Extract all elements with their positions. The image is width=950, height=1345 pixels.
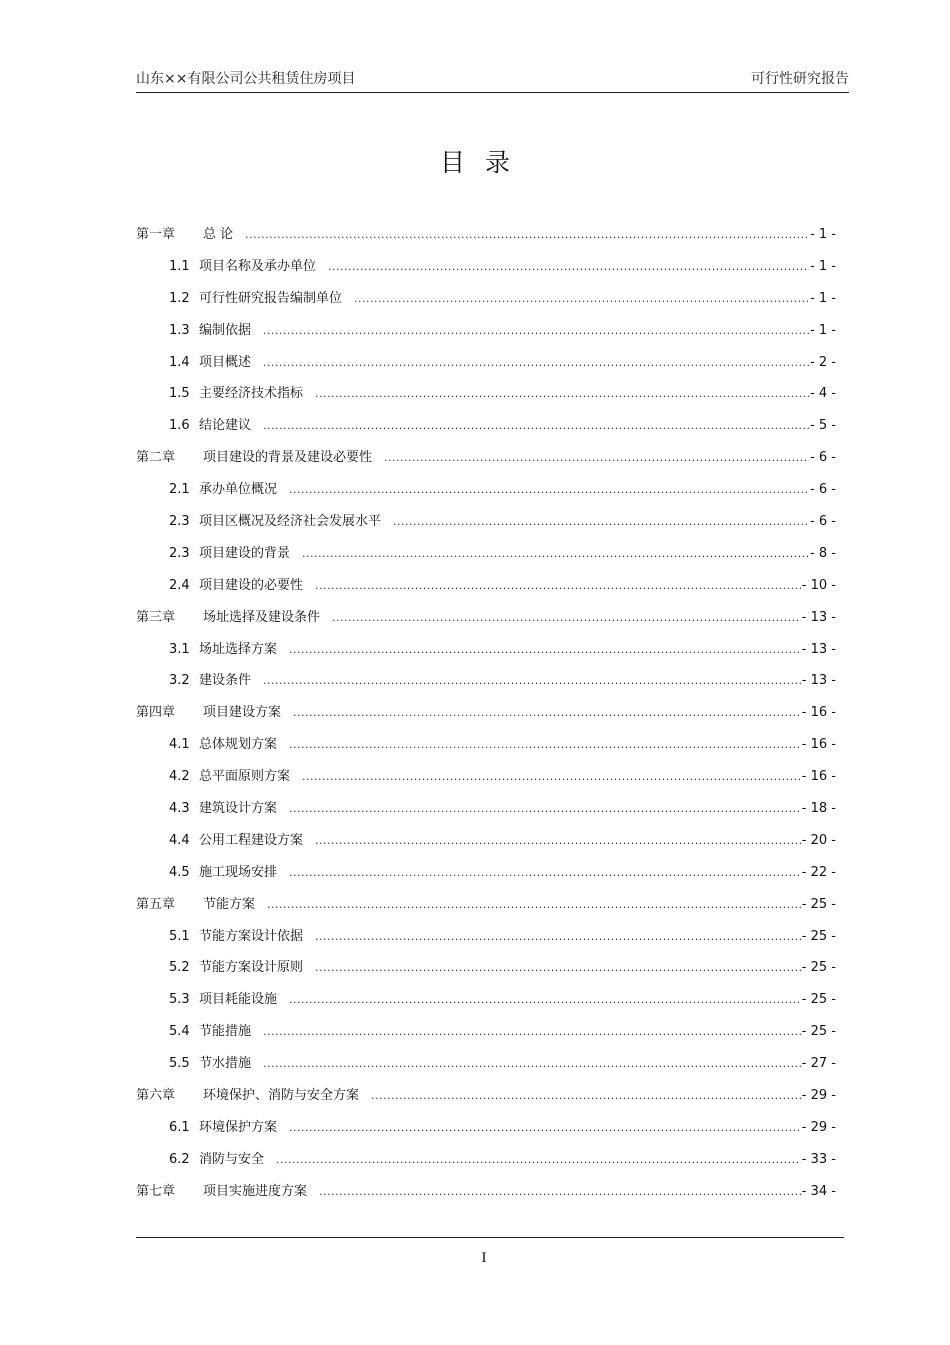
toc-entry-page: - 4 -: [810, 386, 836, 402]
toc-entry-page: - 33 -: [801, 1151, 836, 1167]
toc-entry-number: 5.2: [169, 960, 190, 976]
toc-dot-leader: [315, 958, 801, 978]
toc-entry-label: 节能方案: [203, 896, 256, 912]
toc-section-entry[interactable]: [136, 480, 836, 512]
toc-entry-number: 4.2: [169, 769, 190, 785]
toc-entry-label: 节水措施: [199, 1056, 252, 1072]
toc-section-entry[interactable]: [136, 1022, 836, 1054]
page-title: 目录: [439, 148, 530, 177]
toc-section-entry[interactable]: [136, 576, 836, 608]
toc-section-entry[interactable]: [136, 990, 836, 1022]
toc-entry-number: 5.4: [169, 1024, 190, 1040]
toc-section-entry[interactable]: [136, 257, 836, 289]
toc-entry-page: - 13 -: [801, 673, 836, 689]
toc-entry-number: 1.1: [169, 258, 190, 274]
toc-entry-label: 项目建设的必要性: [199, 577, 304, 593]
toc-entry-page: - 18 -: [801, 801, 836, 817]
toc-entry-page: - 25 -: [801, 992, 836, 1008]
toc-entry-page: - 34 -: [801, 1183, 836, 1199]
toc-dot-leader: [289, 640, 801, 660]
toc-entry-number: 5.5: [169, 1056, 190, 1072]
toc-section-entry[interactable]: [136, 958, 836, 990]
toc-section-entry[interactable]: [136, 1118, 836, 1150]
toc-entry-number: 第二章: [136, 450, 176, 466]
toc-entry-number: 1.5: [169, 386, 190, 402]
toc-dot-leader: [263, 1054, 801, 1074]
toc-dot-leader: [245, 225, 809, 245]
toc-entry-number: 第五章: [136, 896, 176, 912]
toc-entry-number: 5.3: [169, 992, 190, 1008]
toc-entry-label: 节能措施: [199, 1024, 252, 1040]
toc-dot-leader: [289, 990, 801, 1010]
toc-entry-label: 施工现场安排: [199, 864, 278, 880]
toc-entry-page: - 16 -: [801, 737, 836, 753]
toc-entry-page: - 16 -: [801, 705, 836, 721]
toc-dot-leader: [315, 576, 801, 596]
toc-entry-label: 总 论: [203, 227, 234, 242]
toc-entry-number: 第四章: [136, 705, 176, 721]
toc-section-entry[interactable]: [136, 353, 836, 385]
toc-entry-number: 第三章: [136, 609, 176, 625]
toc-section-entry[interactable]: [136, 1150, 836, 1182]
toc-entry-number: 2.4: [169, 577, 190, 593]
toc-chapter-entry[interactable]: [136, 1182, 836, 1214]
toc-entry-label: 建设条件: [199, 673, 252, 689]
footer-divider: [136, 1237, 844, 1238]
toc-entry-label: 主要经济技术指标: [199, 386, 304, 402]
toc-dot-leader: [315, 384, 809, 404]
toc-entry-label: 编制依据: [199, 322, 252, 338]
toc-entry-number: 4.3: [169, 801, 190, 817]
toc-dot-leader: [384, 448, 809, 468]
toc-entry-number: 第一章: [136, 227, 176, 242]
toc-entry-label: 节能方案设计依据: [199, 928, 304, 944]
page-header: [136, 70, 849, 93]
toc-section-entry[interactable]: [136, 544, 836, 576]
toc-entry-number: 5.1: [169, 928, 190, 944]
toc-entry-page: - 20 -: [801, 832, 836, 848]
toc-entry-label: 节能方案设计原则: [199, 960, 304, 976]
toc-dot-leader: [302, 767, 801, 787]
toc-dot-leader: [371, 1086, 801, 1106]
page-number: I: [481, 1250, 487, 1266]
toc-section-entry[interactable]: [136, 927, 836, 959]
toc-entry-number: 1.4: [169, 354, 190, 370]
toc-dot-leader: [267, 895, 801, 915]
toc-entry-page: - 25 -: [801, 960, 836, 976]
toc-entry-page: - 13 -: [801, 609, 836, 625]
toc-entry-number: 6.2: [169, 1151, 190, 1167]
toc-entry-page: - 27 -: [801, 1056, 836, 1072]
toc-entry-label: 公用工程建设方案: [199, 832, 304, 848]
toc-entry-page: - 1 -: [810, 290, 836, 306]
toc-section-entry[interactable]: [136, 831, 836, 863]
toc-section-entry[interactable]: [136, 799, 836, 831]
toc-entry-page: - 25 -: [801, 928, 836, 944]
toc-entry-label: 项目实施进度方案: [203, 1183, 308, 1199]
toc-chapter-entry[interactable]: [136, 448, 836, 480]
toc-entry-page: - 13 -: [801, 641, 836, 657]
toc-entry-page: - 1 -: [810, 227, 836, 242]
toc-entry-label: 场址选择及建设条件: [203, 609, 321, 625]
toc-entry-page: - 6 -: [810, 482, 836, 498]
toc-section-entry[interactable]: [136, 289, 836, 321]
toc-entry-number: 3.2: [169, 673, 190, 689]
toc-dot-leader: [289, 799, 801, 819]
toc-section-entry[interactable]: [136, 384, 836, 416]
toc-entry-label: 项目名称及承办单位: [199, 258, 317, 274]
toc-entry-label: 总体规划方案: [199, 737, 278, 753]
toc-entry-label: 项目区概况及经济社会发展水平: [199, 514, 382, 530]
toc-dot-leader: [302, 544, 809, 564]
toc-dot-leader: [293, 703, 801, 723]
toc-entry-page: - 8 -: [810, 545, 836, 561]
toc-entry-page: - 6 -: [810, 450, 836, 466]
toc-entry-label: 项目建设方案: [203, 705, 282, 721]
table-of-contents: [136, 225, 836, 1214]
toc-entry-label: 环境保护方案: [199, 1119, 278, 1135]
toc-entry-label: 项目耗能设施: [199, 992, 278, 1008]
toc-entry-number: 1.6: [169, 418, 190, 434]
toc-entry-label: 项目建设的背景及建设必要性: [203, 450, 373, 466]
toc-entry-label: 承办单位概况: [199, 482, 278, 498]
toc-entry-label: 可行性研究报告编制单位: [199, 290, 343, 306]
toc-entry-number: 4.1: [169, 737, 190, 753]
toc-entry-label: 环境保护、消防与安全方案: [203, 1088, 360, 1104]
toc-entry-page: - 29 -: [801, 1119, 836, 1135]
toc-dot-leader: [393, 512, 809, 532]
toc-entry-number: 4.5: [169, 864, 190, 880]
toc-entry-label: 结论建议: [199, 418, 252, 434]
toc-chapter-entry[interactable]: [136, 895, 836, 927]
toc-dot-leader: [263, 671, 801, 691]
toc-dot-leader: [289, 480, 809, 500]
toc-entry-label: 建筑设计方案: [199, 801, 278, 817]
toc-entry-label: 项目概述: [199, 354, 252, 370]
toc-chapter-entry[interactable]: [136, 1086, 836, 1118]
toc-dot-leader: [289, 863, 801, 883]
toc-chapter-entry[interactable]: [136, 608, 836, 640]
toc-section-entry[interactable]: [136, 416, 836, 448]
toc-dot-leader: [289, 1118, 801, 1138]
toc-dot-leader: [263, 1022, 801, 1042]
toc-chapter-entry[interactable]: [136, 703, 836, 735]
toc-entry-page: - 25 -: [801, 1024, 836, 1040]
toc-entry-page: - 22 -: [801, 864, 836, 880]
toc-entry-number: 4.4: [169, 832, 190, 848]
toc-section-entry[interactable]: [136, 863, 836, 895]
toc-dot-leader: [263, 321, 809, 341]
toc-dot-leader: [263, 416, 809, 436]
toc-entry-page: - 1 -: [810, 258, 836, 274]
toc-entry-page: - 16 -: [801, 769, 836, 785]
toc-dot-leader: [332, 608, 801, 628]
toc-section-entry[interactable]: [136, 321, 836, 353]
toc-entry-number: 3.1: [169, 641, 190, 657]
toc-entry-number: 1.2: [169, 290, 190, 306]
toc-section-entry[interactable]: [136, 640, 836, 672]
toc-dot-leader: [276, 1150, 801, 1170]
toc-entry-page: - 29 -: [801, 1088, 836, 1104]
header-report-type: 可行性研究报告: [751, 71, 849, 87]
toc-section-entry[interactable]: [136, 735, 836, 767]
toc-entry-number: 6.1: [169, 1119, 190, 1135]
toc-dot-leader: [354, 289, 809, 309]
toc-dot-leader: [263, 353, 809, 373]
toc-entry-label: 总平面原则方案: [199, 769, 291, 785]
toc-dot-leader: [289, 735, 801, 755]
toc-entry-page: - 10 -: [801, 577, 836, 593]
toc-chapter-entry[interactable]: [136, 225, 836, 257]
toc-entry-label: 场址选择方案: [199, 641, 278, 657]
toc-entry-label: 消防与安全: [199, 1151, 265, 1167]
toc-entry-page: - 6 -: [810, 514, 836, 530]
toc-dot-leader: [315, 927, 801, 947]
toc-entry-number: 2.3: [169, 545, 190, 561]
toc-entry-page: - 25 -: [801, 896, 836, 912]
toc-entry-number: 第六章: [136, 1088, 176, 1104]
toc-entry-label: 项目建设的背景: [199, 545, 291, 561]
toc-dot-leader: [319, 1182, 801, 1202]
toc-section-entry[interactable]: [136, 671, 836, 703]
toc-dot-leader: [328, 257, 809, 277]
toc-entry-number: 2.1: [169, 482, 190, 498]
toc-section-entry[interactable]: [136, 1054, 836, 1086]
toc-entry-number: 2.3: [169, 514, 190, 530]
toc-entry-page: - 2 -: [810, 354, 836, 370]
toc-entry-page: - 5 -: [810, 418, 836, 434]
toc-entry-number: 1.3: [169, 322, 190, 338]
toc-entry-page: - 1 -: [810, 322, 836, 338]
header-project-name: 山东××有限公司公共租赁住房项目: [136, 71, 356, 87]
toc-section-entry[interactable]: [136, 767, 836, 799]
toc-entry-number: 第七章: [136, 1183, 176, 1199]
toc-section-entry[interactable]: [136, 512, 836, 544]
toc-dot-leader: [315, 831, 801, 851]
